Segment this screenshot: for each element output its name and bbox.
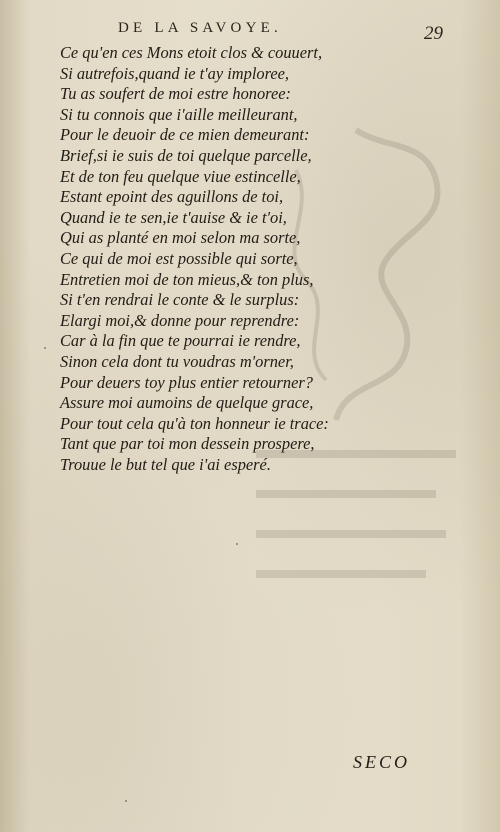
verse-line: Pour tout cela qu'à ton honneur ie trace: — [60, 413, 329, 433]
verse-line: Ce qui de moi est possible qui sorte, — [60, 248, 298, 268]
running-head: DE LA SAVOYE. — [118, 20, 282, 36]
verse-line: Si autrefois,quand ie t'ay imploree, — [60, 63, 289, 83]
verse-line: Sinon cela dont tu voudras m'orner, — [60, 351, 294, 371]
verse-line: Elargi moi,& donne pour reprendre: — [60, 310, 300, 330]
verse-line: Pour deuers toy plus entier retourner? — [60, 372, 313, 392]
verse-line: Estant epoint des aguillons de toi, — [60, 187, 284, 207]
verse-line: Tu as soufert de moi estre honoree: — [60, 84, 291, 104]
verse-line: Brief,si ie suis de toi quelque parcelle, — [60, 145, 312, 165]
verse-line: Car à la fin que te pourrai ie rendre, — [60, 331, 301, 351]
ink-speck — [44, 347, 46, 349]
poem-text — [60, 43, 329, 475]
verse-line: Ce qu'en ces Mons etoit clos & couuert, — [60, 43, 323, 62]
verse-line: Et de ton feu quelque viue estincelle, — [60, 166, 301, 186]
verse-line: Entretien moi de ton mieus,& ton plus, — [60, 269, 314, 289]
catchword: SECO — [353, 752, 410, 772]
verse-line: Tant que par toi mon dessein prospere, — [60, 434, 315, 454]
page-number: 29 — [424, 23, 443, 44]
verse-line: Trouue le but tel que i'ai esperé. — [60, 454, 271, 474]
verse-line: Quand ie te sen,ie t'auise & ie t'oi, — [60, 207, 287, 227]
ink-speck — [236, 543, 238, 545]
verse-line: Pour le deuoir de ce mien demeurant: — [60, 125, 310, 145]
verse-line: Assure moi aumoins de quelque grace, — [60, 393, 314, 413]
verse-line: Si t'en rendrai le conte & le surplus: — [60, 290, 300, 310]
ink-speck — [125, 800, 127, 802]
verse-line: Si tu connois que i'aille meilleurant, — [60, 104, 298, 124]
verse-line: Qui as planté en moi selon ma sorte, — [60, 228, 301, 248]
